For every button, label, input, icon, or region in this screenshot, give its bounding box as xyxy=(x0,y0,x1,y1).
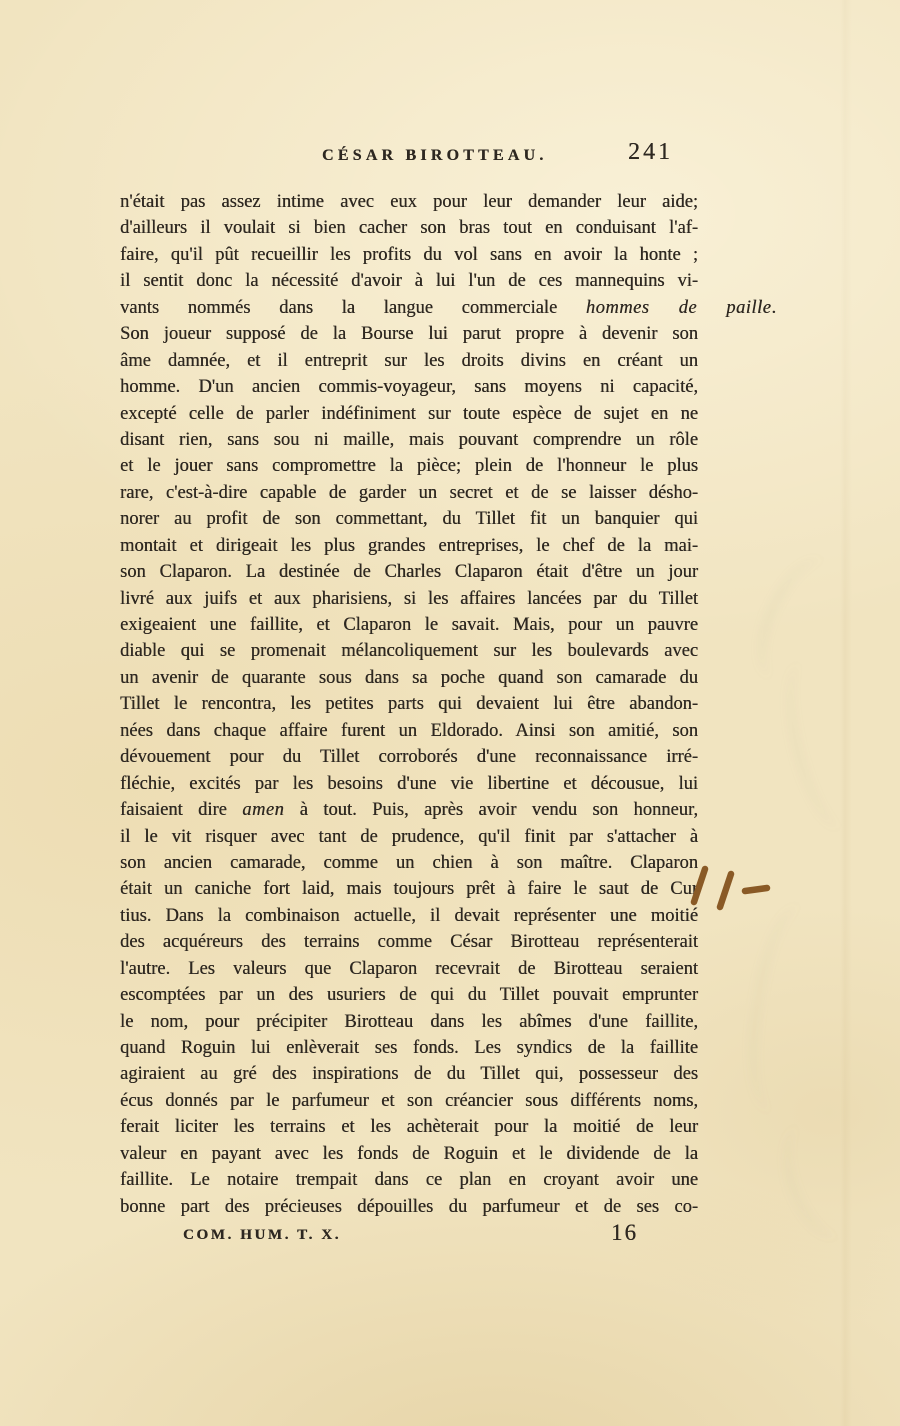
text-line xyxy=(120,982,698,1008)
ink-bleedthrough xyxy=(746,548,854,693)
text-line xyxy=(120,374,698,400)
text-line xyxy=(120,1167,698,1193)
ink-bleedthrough xyxy=(771,1113,872,1248)
text-segment: des acquéreurs des terrains comme César Birotteau représenterait xyxy=(120,932,698,953)
text-line xyxy=(120,453,698,479)
text-segment: faire, qu'il pût recueillir les profits du vol sans en avoir la honte ; xyxy=(120,244,698,265)
text-segment: montait et dirigeait les plus grandes entreprises, le chef de la mai- xyxy=(120,535,698,556)
text-segment: disant rien, sans sou ni maille, mais pouvant comprendre un rôle xyxy=(120,429,698,450)
text-line xyxy=(120,427,698,453)
text-segment: dévouement pour du Tillet corroborés d'une reconnaissance irré- xyxy=(120,747,698,768)
text-segment: il sentit donc la nécessité d'avoir à lui l'un de ces mannequins vi- xyxy=(120,271,698,292)
text-segment: âme damnée, et il entreprit sur les droits divins en créant un xyxy=(120,350,698,371)
text-line xyxy=(120,1009,698,1035)
text-line xyxy=(120,903,698,929)
text-line xyxy=(120,1194,698,1220)
text-line xyxy=(120,956,698,982)
text-segment: vants nommés dans la langue commerciale xyxy=(120,297,586,318)
text-line xyxy=(120,824,698,850)
text-segment: Son joueur supposé de la Bourse lui parut propre à devenir son xyxy=(120,324,698,345)
text-line xyxy=(120,506,698,532)
text-segment: escomptées par un des usuriers de qui du Tillet pouvait emprunter xyxy=(120,985,698,1006)
text-segment: . xyxy=(771,297,777,318)
text-line xyxy=(120,559,698,585)
text-segment: exigeaient une faillite, et Claparon le savait. Mais, pour un pauvre xyxy=(120,615,698,635)
text-line xyxy=(120,1088,698,1114)
text-segment: excepté celle de parler indéfiniment sur toute espèce de sujet en ne xyxy=(120,403,698,424)
sheet-number: 16 xyxy=(611,1220,638,1245)
text-line xyxy=(120,268,698,294)
text-line xyxy=(120,744,698,770)
inline-slash-mark xyxy=(694,869,705,902)
text-line xyxy=(120,771,698,797)
text-segment: diable qui se promenait mélancoliquement sur les boulevards avec xyxy=(120,641,698,662)
text-line xyxy=(120,480,698,506)
text-segment: était un caniche fort laid, mais toujours prêt à faire le saut de Cur xyxy=(120,879,698,900)
text-line xyxy=(120,215,698,241)
text-line xyxy=(120,876,698,902)
text-segment: l'autre. Les valeurs que Claparon recevrait de Birotteau seraient xyxy=(120,958,698,979)
signature-mark: COM. HUM. T. X. xyxy=(183,1227,342,1243)
text-line xyxy=(120,189,698,215)
running-title: CÉSAR BIROTTEAU. xyxy=(322,147,548,164)
text-line xyxy=(120,295,776,321)
text-segment: nées dans chaque affaire furent un Eldorado. Ainsi son amitié, son xyxy=(120,720,698,741)
italic-phrase: hommes de paille xyxy=(585,297,772,318)
text-line xyxy=(120,1114,698,1140)
text-segment: homme. D'un ancien commis-voyageur, sans moyens ni capacité, xyxy=(120,377,698,398)
text-segment: livré aux juifs et aux pharisiens, si les affaires lancées par du Tillet xyxy=(120,588,698,609)
text-segment: et le jouer sans compromettre la pièce; plein de l'honneur le plus xyxy=(120,456,698,477)
text-line xyxy=(120,691,698,717)
ink-bleedthrough xyxy=(775,656,869,834)
text-line xyxy=(120,242,698,268)
text-segment: agiraient au gré des inspirations de du Tillet qui, possesseur des xyxy=(120,1064,698,1085)
text-line xyxy=(120,665,698,691)
text-line xyxy=(120,638,698,664)
italic-phrase: amen xyxy=(242,800,285,821)
text-segment: ferait liciter les terrains et les achèterait pour la moitié de leur xyxy=(120,1117,698,1138)
text-segment: un avenir de quarante sous dans sa poche quand son camarade du xyxy=(120,667,698,688)
text-line xyxy=(120,718,698,744)
text-segment: son Claparon. La destinée de Charles Claparon était d'être un jour xyxy=(120,562,698,583)
text-segment: écus donnés par le parfumeur et son créancier sous différents noms, xyxy=(120,1090,698,1111)
text-segment: il le vit risquer avec tant de prudence, qu'il finit par s'attacher à xyxy=(120,826,698,847)
text-segment: n'était pas assez intime avec eux pour leur demander leur aide; xyxy=(120,192,698,212)
page-number: 241 xyxy=(628,139,673,165)
ink-bleedthrough xyxy=(739,901,845,1120)
text-line xyxy=(120,401,698,427)
text-line xyxy=(120,1141,698,1167)
handwritten-correction-marks xyxy=(684,864,779,916)
text-line xyxy=(120,348,698,374)
text-line xyxy=(120,533,698,559)
margin-dash-mark xyxy=(745,888,767,891)
text-line xyxy=(120,1061,698,1087)
margin-slash-mark xyxy=(720,874,731,907)
text-segment: bonne part des précieuses dépouilles du parfumeur et de ses co- xyxy=(120,1196,698,1217)
text-segment: tius. Dans la combinaison actuelle, il devait représenter une moitié xyxy=(120,905,698,926)
text-line xyxy=(120,612,698,638)
text-line xyxy=(120,850,698,876)
text-segment: Tillet le rencontra, les petites parts qui devaient lui être abandon- xyxy=(120,694,698,715)
text-segment: d'ailleurs il voulait si bien cacher son bras tout en conduisant l'af- xyxy=(120,218,698,239)
text-segment: valeur en payant avec les fonds de Roguin et le dividende de la xyxy=(120,1143,698,1164)
text-segment: faisaient dire xyxy=(120,800,243,821)
text-segment: le nom, pour précipiter Birotteau dans les abîmes d'une faillite, xyxy=(120,1011,698,1032)
text-line xyxy=(120,1035,698,1061)
text-segment: faillite. Le notaire trempait dans ce plan en croyant avoir une xyxy=(120,1170,698,1191)
text-segment: à tout. Puis, après avoir vendu son honneur, xyxy=(284,800,698,821)
text-segment: norer au profit de son commettant, du Tillet fit un banquier qui xyxy=(120,509,698,530)
text-segment: quand Roguin lui enlèverait ses fonds. Les syndics de la faillite xyxy=(120,1038,698,1058)
text-segment: fléchie, excités par les besoins d'une vie libertine et décousue, lui xyxy=(120,773,698,794)
body-text xyxy=(120,189,777,1220)
text-segment: rare, c'est-à-dire capable de garder un secret et de se laisser désho- xyxy=(120,482,698,503)
text-line xyxy=(120,929,698,955)
text-line xyxy=(120,797,698,823)
text-line xyxy=(120,321,698,347)
text-segment: son ancien camarade, comme un chien à son maître. Claparon xyxy=(120,852,698,873)
text-line xyxy=(120,586,698,612)
